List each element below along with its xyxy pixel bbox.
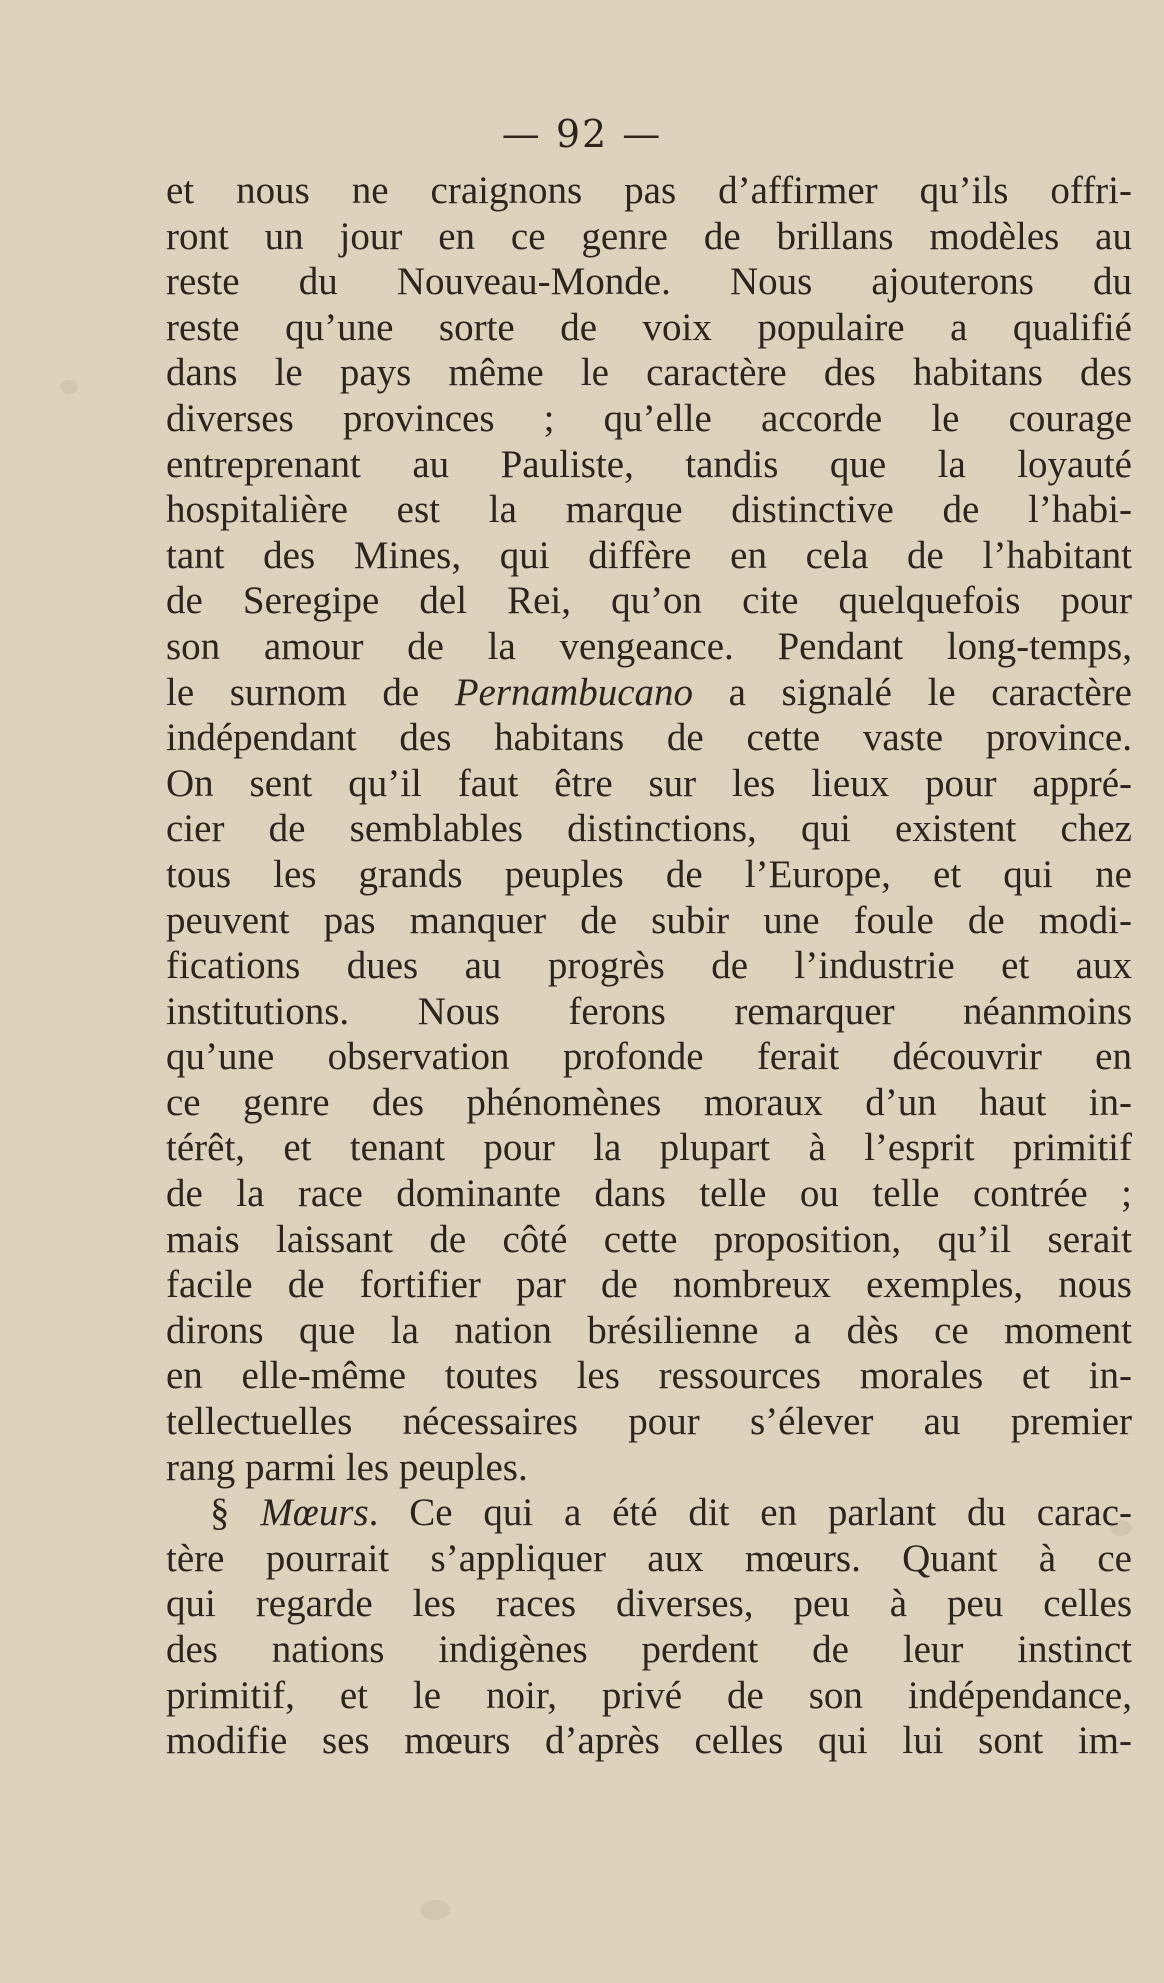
- italic-word: Mœurs: [260, 1491, 369, 1535]
- text-line: de Seregipe del Rei, qu’on cite quelquefois pour: [166, 579, 1132, 623]
- text-line: primitif, et le noir, privé de son indépendance,: [166, 1673, 1132, 1717]
- text-line: reste qu’une sorte de voix populaire a qualifié: [166, 305, 1132, 349]
- text-line: de la race dominante dans telle ou telle contrée ;: [166, 1172, 1132, 1216]
- text-line: § Mœurs. Ce qui a été dit en parlant du carac-: [210, 1491, 1133, 1535]
- text-line: en elle-même toutes les ressources morales et in-: [166, 1354, 1132, 1398]
- text-line: On sent qu’il faut être sur les lieux pour appré-: [166, 761, 1132, 805]
- paper-stain: [420, 1900, 450, 1920]
- text-line: tant des Mines, qui diffère en cela de l’habitant: [166, 533, 1132, 577]
- text-line: ront un jour en ce genre de brillans modèles au: [166, 214, 1132, 258]
- text-line: cier de semblables distinctions, qui existent chez: [166, 807, 1132, 851]
- text-line: dirons que la nation brésilienne a dès ce moment: [166, 1308, 1132, 1352]
- text-line: reste du Nouveau-Monde. Nous ajouterons du: [166, 260, 1132, 304]
- text-line: hospitalière est la marque distinctive de l’habi-: [166, 488, 1132, 532]
- text-line: facile de fortifier par de nombreux exemples, nous: [166, 1263, 1132, 1307]
- text-line: fications dues au progrès de l’industrie et aux: [166, 944, 1132, 988]
- text-line: tellectuelles nécessaires pour s’élever au premier: [166, 1400, 1132, 1444]
- text-line: mais laissant de côté cette proposition, qu’il serait: [166, 1217, 1132, 1261]
- text-line: qui regarde les races diverses, peu à peu celles: [166, 1582, 1132, 1626]
- text-line: indépendant des habitans de cette vaste province.: [166, 716, 1132, 760]
- italic-word: Pernambucano: [454, 670, 694, 714]
- text-line: qu’une observation profonde ferait découvrir en: [166, 1035, 1132, 1079]
- text-line: ce genre des phénomènes moraux d’un haut in-: [166, 1080, 1132, 1124]
- text-line: des nations indigènes perdent de leur instinct: [166, 1628, 1132, 1671]
- text-line: dans le pays même le caractère des habitans des: [166, 351, 1132, 395]
- text-line: tous les grands peuples de l’Europe, et qui ne: [166, 852, 1132, 896]
- text-line: rang parmi les peuples.: [166, 1445, 528, 1489]
- text-line: le surnom de Pernambucano a signalé le caractère: [166, 670, 1132, 714]
- text-line: térêt, et tenant pour la plupart à l’esprit primitif: [166, 1126, 1132, 1170]
- text-line: institutions. Nous ferons remarquer néanmoins: [166, 989, 1132, 1033]
- text-line: son amour de la vengeance. Pendant long-temps,: [166, 624, 1132, 668]
- text-line: entreprenant au Pauliste, tandis que la loyauté: [166, 442, 1132, 486]
- text-line: modifie ses mœurs d’après celles qui lui sont im-: [166, 1719, 1132, 1763]
- paper-stain: [60, 380, 78, 394]
- page-number: — 92 —: [501, 112, 663, 156]
- text-line: tère pourrait s’appliquer aux mœurs. Quant à ce: [166, 1536, 1132, 1580]
- text-line: diverses provinces ; qu’elle accorde le courage: [166, 396, 1132, 440]
- text-line: et nous ne craignons pas d’affirmer qu’ils offri-: [166, 169, 1132, 212]
- text-line: peuvent pas manquer de subir une foule de modi-: [166, 898, 1132, 942]
- body-text: [166, 168, 1132, 1764]
